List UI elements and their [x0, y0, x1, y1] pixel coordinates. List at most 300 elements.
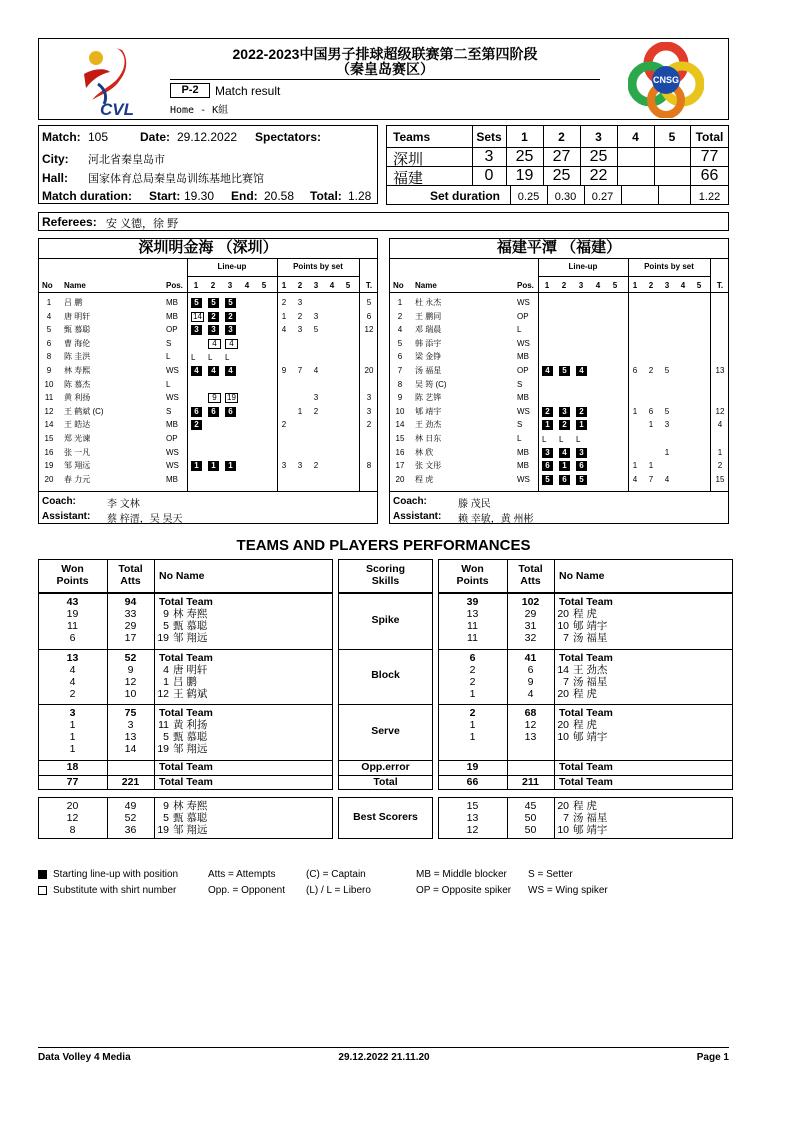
player-no: 10 [557, 731, 569, 743]
home-player-no: 5 [46, 325, 52, 335]
home-player-name: 王 皓达 [64, 420, 91, 430]
home-player-row [39, 379, 377, 391]
score-total-home: 77 [700, 148, 719, 165]
away-player-no: 10 [395, 406, 405, 416]
away-coach-label: Coach: [393, 496, 427, 507]
player-name: 林 寿熙 [173, 800, 208, 812]
away-pos-header: Pos. [517, 281, 534, 290]
player-no: 19 [157, 824, 169, 836]
away-lineup-marker: L [576, 435, 581, 444]
legend-op: OP = Opposite spiker [416, 885, 512, 896]
home-player-pos: L [166, 352, 171, 362]
total-home-won: 77 [66, 775, 79, 788]
total-value: 1.28 [348, 189, 372, 203]
total-atts: 9 [527, 675, 534, 688]
total-atts: 41 [524, 651, 537, 664]
home-points-set-3: 3 [313, 281, 319, 290]
away-player-row [390, 474, 728, 486]
home-player-name: 林 寿熙 [64, 366, 91, 375]
away-set-points: 1 [648, 461, 654, 471]
away-set-points: 4 [664, 474, 670, 484]
won-points: 39 [466, 596, 479, 608]
home-player-name: 王 鹤斌 (C) [64, 406, 104, 416]
total-atts: 45 [524, 800, 537, 812]
home-player-row [39, 297, 377, 309]
home-player-no: 16 [44, 447, 54, 457]
home-player-pos: S [166, 338, 172, 348]
away-player-pos: WS [517, 298, 530, 307]
away-footer-rule [390, 491, 728, 492]
legend-atts: Atts = Attempts [208, 869, 276, 880]
won-points: 6 [69, 632, 76, 644]
player-name: 黄 利扬 [173, 719, 208, 731]
home-set-points: 4 [281, 325, 287, 335]
end-label: End: [231, 189, 258, 203]
won-points: 8 [69, 824, 76, 836]
skills-header-text: Skills [371, 575, 400, 587]
total-atts: 6 [527, 663, 534, 676]
report-code: P-2 [170, 83, 210, 98]
home-player-row [39, 406, 377, 418]
away-lineup-header: Line-up [568, 262, 598, 271]
home-lineup-marker: 1 [208, 461, 219, 471]
home-player-pos: MB [166, 298, 178, 307]
home-player-row [39, 324, 377, 336]
home-footer-rule [39, 491, 377, 492]
player-name: 汤 福星 [573, 812, 608, 824]
player-no: 12 [157, 687, 169, 700]
opp-error-away-name: Total Team [559, 760, 613, 773]
home-noname-header: No Name [159, 570, 205, 582]
home-set-points: 2 [313, 406, 319, 416]
away-player-name: 杜 永杰 [415, 298, 442, 307]
home-player-name: 张 一凡 [64, 447, 91, 457]
away-player-pos: MB [517, 447, 529, 457]
score-header-set2: 2 [558, 130, 565, 144]
won-points: 4 [69, 663, 76, 676]
home-player-name: 甄 慕聪 [64, 325, 91, 335]
away-set-points: 3 [664, 420, 670, 430]
home-lineup-marker: 6 [225, 407, 236, 417]
duration-label: Match duration: [42, 189, 132, 203]
player-no: 1 [163, 675, 169, 688]
home-team-name: 深圳明金海 （深圳） [138, 239, 278, 256]
player-name: 程 虎 [573, 687, 597, 700]
won-points: 13 [66, 651, 79, 664]
away-player-no: 14 [395, 420, 405, 430]
away-set-points: 4 [632, 474, 638, 484]
player-name: Total Team [159, 707, 213, 719]
home-set-points: 4 [313, 366, 319, 375]
total-atts: 12 [124, 675, 137, 688]
away-player-no: 5 [397, 338, 403, 348]
legend-starting: Starting line-up with position [53, 869, 179, 880]
home-set-points: 3 [313, 393, 319, 403]
start-value: 19.30 [184, 189, 215, 203]
home-atts-header: Atts [120, 575, 141, 587]
player-no: 19 [157, 743, 169, 755]
home-player-row [39, 392, 377, 404]
home-lineup-marker: 1 [225, 461, 236, 471]
home-atts-header: Total [118, 563, 143, 575]
score-set2-away: 25 [552, 167, 571, 184]
home-set-points: 7 [297, 366, 303, 375]
legend-s: S = Setter [528, 869, 573, 880]
end-value: 20.58 [264, 189, 295, 203]
away-player-no: 7 [397, 366, 403, 375]
home-player-row [39, 433, 377, 445]
away-player-no: 4 [397, 325, 403, 335]
total-label: Total: [310, 189, 342, 203]
away-player-name: 吴 筠 (C) [415, 379, 447, 389]
home-player-row [39, 460, 377, 472]
total-away-atts: 211 [522, 775, 539, 788]
home-lineup-marker: 19 [225, 393, 238, 403]
home-lineup-set-3: 3 [227, 281, 233, 290]
header-rule [170, 79, 600, 80]
away-roster-rule [390, 258, 728, 259]
home-lineup-marker: 5 [208, 298, 219, 308]
player-no: 11 [158, 719, 169, 731]
player-no: 10 [557, 824, 569, 836]
total-atts: 94 [124, 596, 137, 608]
away-set-points: 2 [648, 366, 654, 375]
total-atts: 33 [124, 608, 137, 620]
player-name: 汤 福星 [573, 675, 608, 688]
away-player-name: 陈 艺铧 [415, 393, 442, 403]
footer-left: Data Volley 4 Media [38, 1052, 131, 1063]
player-no: 7 [563, 632, 569, 644]
away-player-total: 4 [717, 420, 723, 430]
home-lineup-set-2: 2 [210, 281, 216, 290]
away-lineup-marker: 5 [559, 366, 570, 376]
home-player-total: 6 [366, 311, 372, 321]
won-points: 11 [467, 620, 478, 632]
won-points: 11 [467, 632, 478, 644]
row-rule [38, 704, 333, 705]
home-lineup-marker: 2 [225, 312, 236, 322]
home-points-set-4: 4 [329, 281, 335, 290]
home-set-points: 2 [281, 298, 287, 307]
away-set-points: 7 [648, 474, 654, 484]
home-player-total: 8 [366, 461, 372, 471]
home-set-points: 1 [281, 311, 287, 321]
player-name: Total Team [159, 651, 213, 664]
home-player-pos: L [166, 379, 171, 389]
player-name: 邹 翔远 [173, 743, 208, 755]
away-player-name: 王 劲杰 [415, 420, 442, 430]
score-header-sets: Sets [476, 130, 502, 144]
away-set-points: 1 [648, 420, 654, 430]
home-set-points: 3 [297, 461, 303, 471]
home-lineup-marker: 4 [191, 366, 202, 376]
home-player-row [39, 447, 377, 459]
away-player-row [390, 365, 728, 377]
player-name: 林 寿熙 [173, 608, 208, 620]
away-player-total: 1 [717, 447, 723, 457]
away-player-name: 张 文彤 [415, 461, 442, 471]
spectators-label: Spectators: [255, 130, 322, 144]
legend-captain: (C) = Captain [306, 869, 366, 880]
won-points: 13 [466, 812, 479, 824]
home-player-no: 15 [44, 434, 54, 443]
skills-header-text: Scoring [365, 563, 406, 575]
home-lineup-set-4: 4 [244, 281, 250, 290]
player-name: 程 虎 [573, 608, 597, 620]
home-player-row [39, 474, 377, 486]
row-rule [338, 704, 433, 705]
home-player-pos: OP [166, 325, 178, 335]
score-header-set3: 3 [595, 130, 602, 144]
away-points-set-2: 2 [648, 281, 654, 290]
home-player-total: 3 [366, 393, 372, 403]
home-player-no: 14 [44, 420, 54, 430]
home-lineup-marker: 3 [191, 325, 202, 335]
player-no: 5 [163, 731, 169, 743]
away-player-name: 梁 金铮 [415, 352, 442, 362]
total-atts: 29 [524, 608, 537, 620]
set-duration-label: Set duration [430, 189, 501, 203]
best-scorers-label: Best Scorers [353, 811, 418, 823]
home-lineup-marker: 5 [225, 298, 236, 308]
set-duration-2: 0.30 [554, 191, 577, 203]
away-points-set-5: 5 [696, 281, 702, 290]
player-no: 5 [163, 620, 169, 632]
home-lineup-marker: 9 [208, 393, 221, 403]
score-set3-away: 22 [589, 167, 608, 184]
away-lineup-set-1: 1 [544, 281, 550, 290]
home-player-no: 6 [46, 338, 52, 348]
won-points: 1 [469, 731, 476, 743]
home-no-header: No [42, 281, 53, 290]
home-lineup-marker: L [208, 353, 213, 363]
away-player-row [390, 311, 728, 323]
away-player-row [390, 338, 728, 350]
home-player-row [39, 419, 377, 431]
away-player-row [390, 379, 728, 391]
away-header-rule [390, 292, 728, 293]
won-points: 43 [66, 596, 79, 608]
player-no: 20 [557, 800, 569, 812]
player-name: 甄 慕聪 [173, 620, 208, 632]
away-won-header: Points [456, 575, 489, 587]
total-atts: 3 [127, 719, 134, 731]
home-lineup-marker: 2 [191, 420, 202, 430]
home-player-pos: MB [166, 311, 178, 321]
home-lineup-marker: 4 [225, 339, 238, 349]
home-player-pos: WS [166, 447, 179, 457]
total-atts: 10 [124, 687, 137, 700]
total-atts: 49 [124, 800, 137, 812]
away-points-set-1: 1 [632, 281, 638, 290]
player-no: 20 [557, 687, 569, 700]
home-lineup-marker: 4 [208, 339, 221, 349]
home-player-no: 10 [44, 379, 54, 389]
away-roster-panel [389, 238, 729, 524]
home-player-pos: S [166, 406, 172, 416]
score-header-set5: 5 [668, 130, 676, 144]
player-name: 王 劲杰 [573, 663, 608, 676]
total-label: Total [373, 775, 398, 788]
away-lineup-marker: 6 [559, 475, 570, 485]
away-name-header: Name [415, 281, 437, 290]
player-name: 甄 慕聪 [173, 812, 208, 824]
score-sets-away: 0 [484, 167, 494, 184]
home-lineup-marker: 4 [208, 366, 219, 376]
opp-error-label: Opp.error [361, 760, 410, 773]
score-set1-home: 25 [515, 148, 534, 165]
home-player-row [39, 351, 377, 363]
away-subheader-rule [538, 276, 710, 277]
home-set-points: 3 [297, 325, 303, 335]
home-player-total: 20 [364, 366, 374, 375]
away-player-name: 郇 靖宇 [415, 406, 442, 416]
score-header-teams: Teams [393, 130, 431, 144]
won-points: 19 [66, 608, 79, 620]
total-atts: 75 [124, 707, 137, 719]
away-lineup-marker: 2 [576, 407, 587, 417]
player-name: 汤 福星 [573, 632, 608, 644]
home-player-total: 5 [366, 298, 372, 307]
total-atts: 14 [124, 743, 137, 755]
player-name: 吕 鹏 [173, 675, 197, 688]
away-atts-header: Total [518, 563, 543, 575]
legend-ws: WS = Wing spiker [528, 885, 608, 896]
home-player-total: 3 [366, 406, 372, 416]
total-atts: 4 [527, 687, 534, 700]
home-lineup-set-5: 5 [261, 281, 267, 290]
away-player-name: 王 鹏同 [415, 311, 442, 321]
score-header-set4: 4 [632, 130, 639, 144]
away-team-name: 福建平潭 （福建） [496, 239, 622, 256]
home-set-points: 1 [297, 406, 303, 416]
won-points: 2 [69, 687, 76, 700]
home-lineup-marker: 3 [208, 325, 219, 335]
won-points: 6 [469, 651, 476, 664]
away-noname-header: No Name [559, 570, 605, 582]
away-player-row [390, 433, 728, 445]
home-lineup-marker: 6 [191, 407, 202, 417]
away-assistant-label: Assistant: [393, 511, 442, 522]
row-rule [338, 649, 433, 650]
away-set-points: 6 [648, 406, 654, 416]
won-points: 20 [66, 800, 79, 812]
home-player-total: 2 [366, 420, 372, 430]
away-player-row [390, 297, 728, 309]
home-player-name: 曹 海伦 [64, 338, 91, 348]
won-points: 12 [466, 824, 479, 836]
home-player-no: 19 [44, 461, 54, 471]
home-player-total: 12 [364, 325, 374, 335]
away-player-pos: L [517, 325, 522, 335]
match-date: 29.12.2022 [177, 130, 238, 144]
score-total-away: 66 [700, 167, 719, 184]
report-name: Match result [215, 84, 281, 98]
home-set-points: 3 [297, 298, 303, 307]
total-home-name: Total Team [159, 775, 213, 788]
home-player-no: 20 [44, 474, 54, 484]
home-coach-label: Coach: [42, 496, 76, 507]
won-points: 1 [469, 719, 476, 731]
away-player-name: 邓 瑞晨 [415, 325, 442, 335]
away-atts-header: Atts [520, 575, 541, 587]
opp-error-away: 19 [466, 760, 479, 773]
cvl-logo [76, 44, 142, 118]
skill-spike: Spike [371, 613, 400, 626]
won-points: 1 [69, 719, 76, 731]
home-coach-name: 李 文林 [107, 499, 140, 510]
home-lineup-marker: 1 [191, 461, 202, 471]
col-rule [154, 559, 155, 593]
away-player-pos: MB [517, 352, 529, 362]
player-no: 20 [557, 719, 569, 731]
cnsg-logo [628, 42, 704, 118]
home-lineup-set-1: 1 [193, 281, 199, 290]
set-duration-3: 0.27 [591, 191, 614, 203]
won-points: 2 [469, 707, 476, 719]
away-player-no: 8 [397, 379, 403, 389]
won-points: 1 [69, 743, 76, 755]
away-player-name: 程 虎 [415, 474, 434, 484]
home-roster-panel [38, 238, 378, 524]
away-set-points: 6 [632, 366, 638, 375]
home-assistant-label: Assistant: [42, 511, 91, 522]
player-no: 7 [563, 675, 569, 688]
skill-serve: Serve [371, 724, 400, 737]
footer-page: Page 1 [696, 1052, 729, 1063]
home-points-set-2: 2 [297, 281, 303, 290]
home-player-pos: MB [166, 474, 178, 484]
away-points-header: Points by set [644, 262, 694, 271]
skill-block: Block [371, 669, 400, 682]
away-lineup-marker: 6 [542, 461, 553, 471]
away-player-no: 9 [397, 393, 403, 403]
footer-center: 29.12.2022 21.11.20 [338, 1052, 430, 1063]
home-player-no: 4 [46, 311, 52, 321]
away-won-header: Won [461, 563, 484, 575]
away-player-name: 韩 添宇 [415, 338, 442, 348]
home-player-pos: WS [166, 461, 179, 471]
footer-rule [38, 1047, 729, 1048]
row-rule [438, 649, 733, 650]
home-header-rule [39, 292, 377, 293]
home-lineup-marker: 4 [225, 366, 236, 376]
player-no: 4 [163, 663, 169, 676]
away-points-set-4: 4 [680, 281, 686, 290]
home-won-header: Won [61, 563, 84, 575]
home-roster-rule [39, 258, 377, 259]
total-atts: 102 [521, 596, 540, 608]
away-player-total: 12 [715, 406, 725, 416]
away-player-no: 1 [397, 298, 403, 307]
total-atts: 32 [524, 632, 537, 644]
away-points-set-3: 3 [664, 281, 670, 290]
away-player-name: 汤 福星 [415, 366, 442, 375]
home-won-header: Points [56, 575, 89, 587]
away-set-points: 5 [664, 366, 670, 375]
away-player-no: 15 [395, 434, 405, 443]
substitute-legend-icon [38, 886, 47, 895]
away-player-name: 林 欣 [415, 447, 434, 457]
player-no: 5 [163, 812, 169, 824]
away-player-no: 17 [395, 461, 405, 471]
legend-opp: Opp. = Opponent [208, 885, 286, 896]
home-points-header: Points by set [293, 262, 343, 271]
away-lineup-marker: 6 [576, 461, 587, 471]
score-set2-home: 27 [552, 148, 571, 165]
away-lineup-marker: L [542, 435, 547, 444]
home-player-name: 陈 圭洪 [64, 352, 91, 362]
